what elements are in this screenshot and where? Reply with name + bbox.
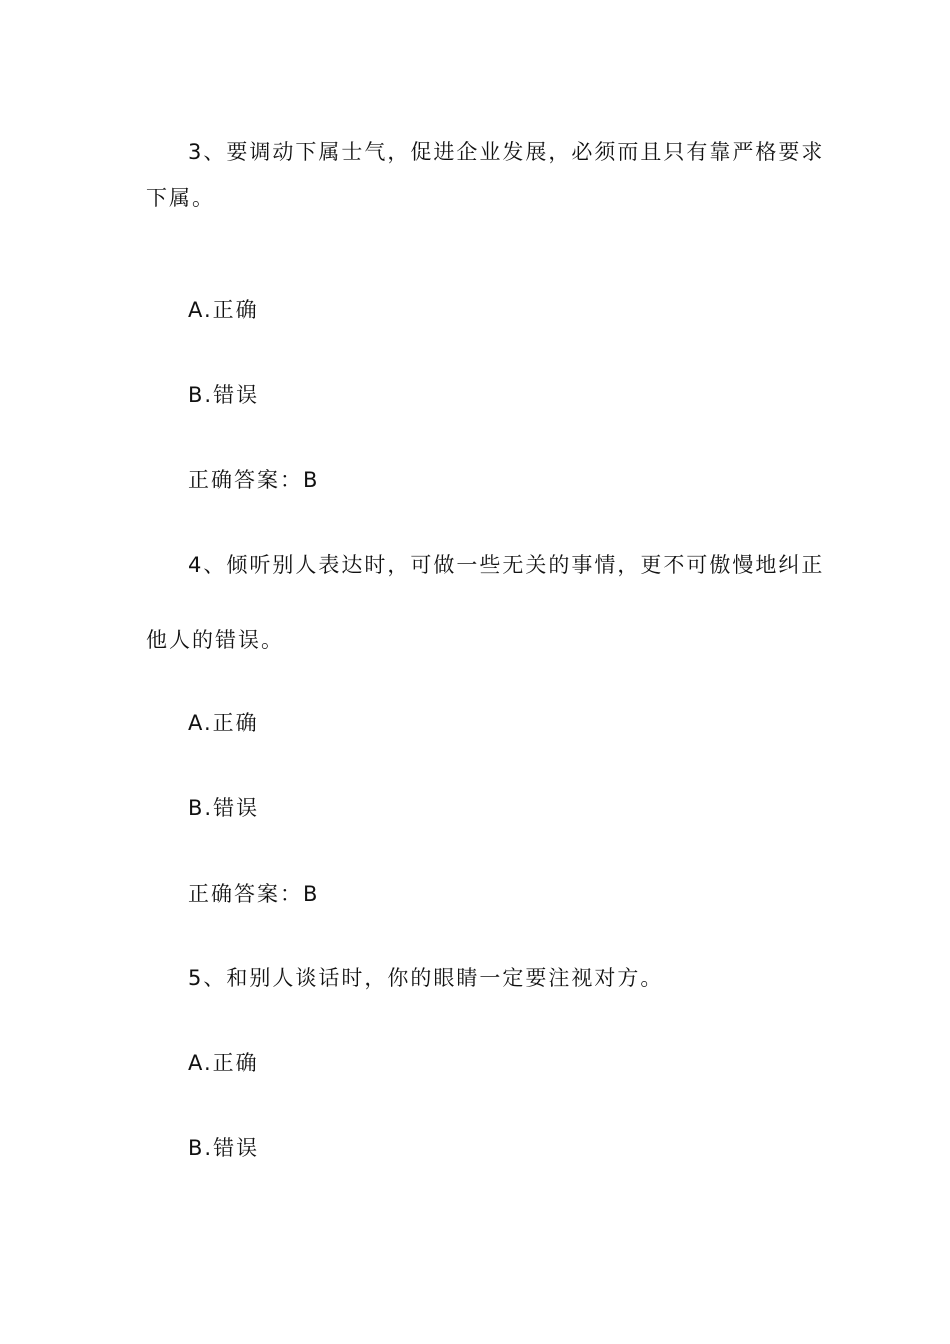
question-4-option-b: B.错误 <box>188 796 260 820</box>
question-5-text-line-1: 5、和别人谈话时，你的眼睛一定要注视对方。 <box>188 966 664 990</box>
question-5-option-a: A.正确 <box>188 1051 259 1075</box>
question-4-text-line-2: 他人的错误。 <box>146 628 284 652</box>
question-3-option-a: A.正确 <box>188 298 259 322</box>
question-5-option-b: B.错误 <box>188 1136 260 1160</box>
question-3-answer: 正确答案：B <box>188 468 320 492</box>
question-4-answer: 正确答案：B <box>188 882 320 906</box>
question-4-option-a: A.正确 <box>188 711 259 735</box>
question-4-text-line-1: 4、倾听别人表达时，可做一些无关的事情，更不可傲慢地纠正 <box>188 553 825 577</box>
question-3-text-line-2: 下属。 <box>146 186 215 210</box>
question-3-option-b: B.错误 <box>188 383 260 407</box>
question-3-text-line-1: 3、要调动下属士气，促进企业发展，必须而且只有靠严格要求 <box>188 140 825 164</box>
